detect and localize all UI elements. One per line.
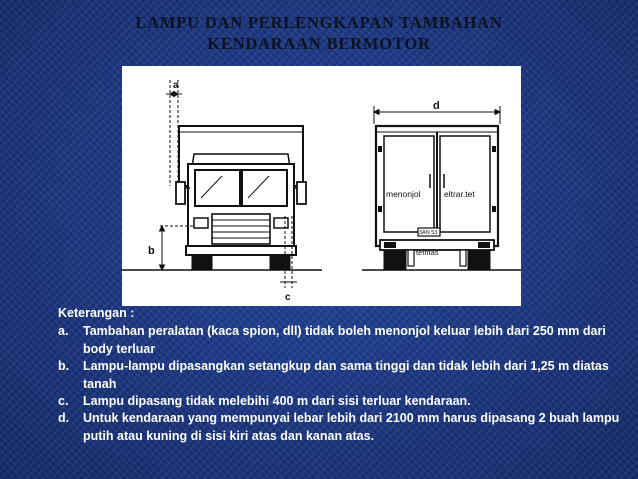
legend-heading: Keterangan : [58, 306, 135, 320]
legend-item-text: Untuk kendaraan yang mempunyai lebar lebih dari 2100 mm harus dipasang 2 buah lampu putih atau kuning di sisi kiri atas dan kanan atas. [83, 411, 620, 443]
legend-item-text: Tambahan peralatan (kaca spion, dll) tidak boleh menonjol keluar lebih dari 250 mm dari body terluar [83, 324, 606, 356]
legend-panel [58, 305, 623, 445]
legend-item-text: Lampu dipasang tidak melebihi 400 m dari sisi terluar kendaraan. [83, 394, 471, 409]
rear-door-lettering-left: menonjol [386, 189, 421, 199]
rear-bumper-lettering: tefritas [416, 248, 439, 257]
dimension-c-label: c [285, 292, 291, 303]
slide-title [0, 12, 638, 54]
slide-title-line-1: LAMPU DAN PERLENGKAPAN TAMBAHAN [135, 13, 503, 32]
legend-item-text: Lampu-lampu dipasangkan setangkup dan sama tinggi dan tidak lebih dari 1,25 m diatas tanah [83, 359, 609, 391]
legend-item-a [58, 323, 623, 358]
rear-door-lettering-right: eltrar.tet [444, 189, 475, 199]
truck-front-view-icon [176, 126, 306, 269]
legend-item-d [58, 410, 623, 445]
legend-item-letter: a. [58, 324, 69, 339]
legend-item-c [58, 393, 623, 410]
legend-item-letter: b. [58, 359, 70, 374]
legend-item-letter: c. [58, 394, 69, 409]
legend-item-letter: d. [58, 411, 70, 426]
vehicle-diagram [122, 66, 521, 306]
dimension-d-label: d [433, 100, 440, 112]
dimension-a-label: a [173, 80, 179, 91]
dimension-b-label: b [148, 245, 155, 257]
slide-title-line-2: KENDARAAN BERMOTOR [207, 34, 431, 53]
vehicle-diagram-svg [122, 66, 521, 306]
legend-item-b [58, 358, 623, 393]
rear-plate-lettering: 3AN 53 [419, 230, 438, 236]
